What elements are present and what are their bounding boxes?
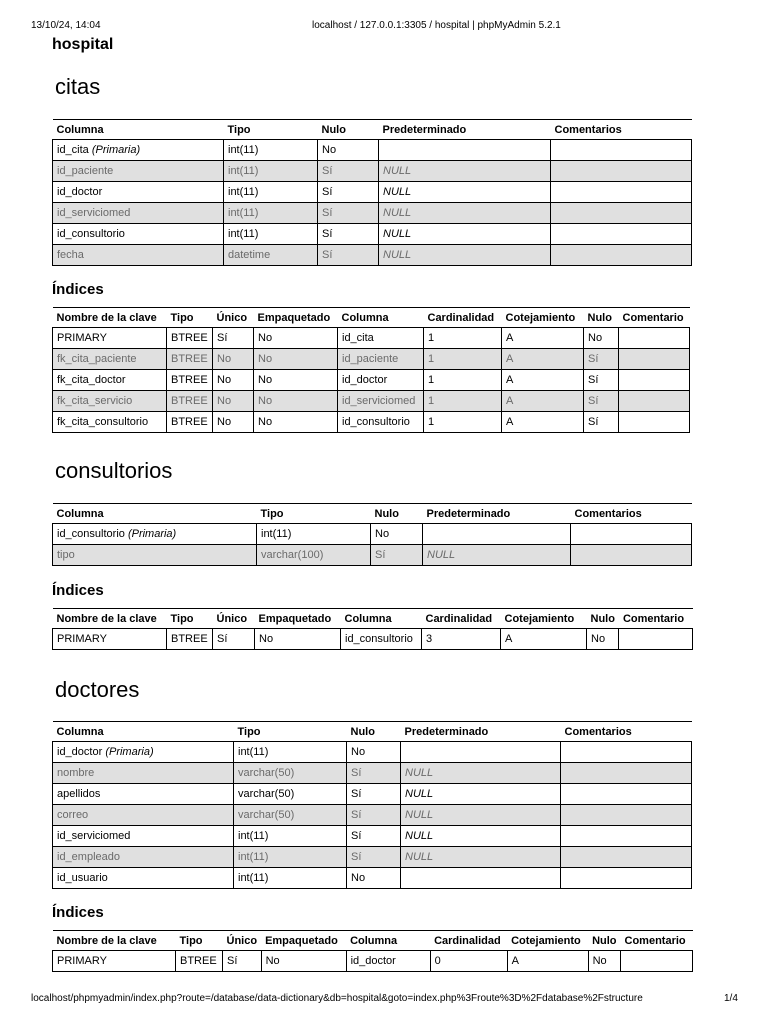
- index-column: id_consultorio: [338, 412, 424, 433]
- indices-heading: Índices: [52, 582, 104, 599]
- table-section-title: citas: [55, 74, 101, 99]
- index-comment: [619, 412, 690, 433]
- index-comment: [619, 629, 693, 650]
- column-type: varchar(100): [257, 545, 371, 566]
- index-collation: A: [507, 951, 588, 972]
- column-default: NULL: [401, 826, 561, 847]
- index-column: id_doctor: [346, 951, 430, 972]
- index-header: Columna: [341, 609, 422, 629]
- table-row: [53, 412, 690, 433]
- column-type: int(11): [257, 524, 371, 545]
- index-type: BTREE: [167, 349, 213, 370]
- column-comment: [561, 784, 692, 805]
- table-section-title: consultorios: [55, 458, 173, 483]
- indexes-table: [52, 930, 693, 972]
- index-unique: Sí: [213, 629, 255, 650]
- index-null: Sí: [584, 370, 619, 391]
- index-packed: No: [254, 391, 338, 412]
- table-row: [53, 868, 692, 889]
- index-unique: Sí: [223, 951, 262, 972]
- column-default: NULL: [379, 224, 551, 245]
- index-header: Columna: [346, 931, 430, 951]
- column-comment: [561, 826, 692, 847]
- print-datetime: 13/10/24, 14:04: [31, 20, 101, 31]
- index-column: id_cita: [338, 328, 424, 349]
- column-name: id_paciente: [57, 165, 114, 177]
- column-header: Comentarios: [551, 120, 692, 140]
- table-row: [53, 140, 692, 161]
- index-comment: [621, 951, 693, 972]
- column-default: NULL: [379, 161, 551, 182]
- column-comment: [571, 524, 692, 545]
- column-type: varchar(50): [234, 784, 347, 805]
- table-row: [53, 951, 693, 972]
- column-name-cell: [53, 161, 224, 182]
- index-header: Comentario: [621, 931, 693, 951]
- table-row: [53, 370, 690, 391]
- column-name: id_cita: [57, 144, 89, 156]
- column-name-cell: [53, 805, 234, 826]
- column-header: Nulo: [371, 504, 423, 524]
- table-row: [53, 805, 692, 826]
- table-row: [53, 349, 690, 370]
- table-row: [53, 742, 692, 763]
- column-null: No: [318, 140, 379, 161]
- column-name-cell: [53, 182, 224, 203]
- index-column: id_paciente: [338, 349, 424, 370]
- index-comment: [619, 391, 690, 412]
- index-header: Nombre de la clave: [53, 931, 176, 951]
- index-collation: A: [502, 349, 584, 370]
- table-row: [53, 224, 692, 245]
- index-null: Sí: [584, 412, 619, 433]
- index-header: Tipo: [167, 609, 213, 629]
- column-name-cell: [53, 245, 224, 266]
- column-default: [401, 868, 561, 889]
- index-header: Empaquetado: [254, 308, 338, 328]
- column-type: int(11): [234, 868, 347, 889]
- print-page-number: 1/4: [724, 993, 738, 1004]
- table-row: [53, 763, 692, 784]
- index-key-name: fk_cita_consultorio: [53, 412, 167, 433]
- column-null: Sí: [318, 161, 379, 182]
- column-header: Tipo: [224, 120, 318, 140]
- index-key-name: fk_cita_paciente: [53, 349, 167, 370]
- index-packed: No: [254, 349, 338, 370]
- index-comment: [619, 349, 690, 370]
- column-name: id_doctor: [57, 186, 103, 198]
- column-type: varchar(50): [234, 763, 347, 784]
- index-cardinality: 1: [424, 349, 502, 370]
- column-header: Columna: [53, 722, 234, 742]
- column-type: int(11): [234, 826, 347, 847]
- column-null: Sí: [347, 763, 401, 784]
- column-default: [379, 140, 551, 161]
- column-null: Sí: [318, 245, 379, 266]
- column-comment: [551, 203, 692, 224]
- index-header: Empaquetado: [255, 609, 341, 629]
- table-section-title: doctores: [55, 677, 140, 702]
- column-name-cell: [53, 545, 257, 566]
- index-key-name: fk_cita_servicio: [53, 391, 167, 412]
- column-default: NULL: [423, 545, 571, 566]
- columns-table: [52, 503, 692, 566]
- index-column: id_serviciomed: [338, 391, 424, 412]
- column-name: id_empleado: [57, 851, 120, 863]
- columns-table: [52, 119, 692, 266]
- column-comment: [551, 182, 692, 203]
- columns-table: [52, 721, 692, 889]
- index-type: BTREE: [176, 951, 223, 972]
- column-null: Sí: [347, 805, 401, 826]
- index-type: BTREE: [167, 412, 213, 433]
- index-column: id_consultorio: [341, 629, 422, 650]
- index-header: Cotejamiento: [502, 308, 584, 328]
- column-name: apellidos: [57, 788, 101, 800]
- column-name-cell: [53, 847, 234, 868]
- column-comment: [561, 847, 692, 868]
- index-header: Columna: [338, 308, 424, 328]
- column-comment: [571, 545, 692, 566]
- index-header: Tipo: [167, 308, 213, 328]
- column-type: int(11): [234, 742, 347, 763]
- column-name-cell: [53, 224, 224, 245]
- column-type: int(11): [224, 182, 318, 203]
- column-name: fecha: [57, 249, 84, 261]
- column-header: Nulo: [347, 722, 401, 742]
- index-type: BTREE: [167, 328, 213, 349]
- database-title: hospital: [52, 36, 114, 53]
- column-type: datetime: [224, 245, 318, 266]
- table-row: [53, 391, 690, 412]
- column-name: id_serviciomed: [57, 207, 131, 219]
- column-default: NULL: [401, 763, 561, 784]
- table-row: [53, 826, 692, 847]
- column-name-cell: [53, 868, 234, 889]
- index-comment: [619, 328, 690, 349]
- column-name: id_doctor: [57, 746, 103, 758]
- column-type: int(11): [224, 224, 318, 245]
- index-unique: No: [213, 370, 254, 391]
- index-unique: No: [213, 391, 254, 412]
- column-null: Sí: [371, 545, 423, 566]
- column-comment: [561, 763, 692, 784]
- index-key-name: fk_cita_doctor: [53, 370, 167, 391]
- index-header: Cotejamiento: [501, 609, 587, 629]
- index-cardinality: 1: [424, 412, 502, 433]
- column-null: Sí: [318, 203, 379, 224]
- index-unique: No: [213, 349, 254, 370]
- index-key-name: PRIMARY: [53, 951, 176, 972]
- table-row: [53, 203, 692, 224]
- column-comment: [561, 742, 692, 763]
- index-cardinality: 1: [424, 328, 502, 349]
- table-row: [53, 182, 692, 203]
- index-packed: No: [261, 951, 346, 972]
- index-header: Comentario: [619, 308, 690, 328]
- table-row: [53, 328, 690, 349]
- index-unique: Sí: [213, 328, 254, 349]
- column-default: NULL: [401, 847, 561, 868]
- index-collation: A: [502, 328, 584, 349]
- table-row: [53, 245, 692, 266]
- indexes-table: [52, 608, 693, 650]
- column-header: Comentarios: [571, 504, 692, 524]
- column-comment: [561, 868, 692, 889]
- index-header: Cardinalidad: [422, 609, 501, 629]
- column-header: Tipo: [234, 722, 347, 742]
- index-packed: No: [254, 370, 338, 391]
- index-collation: A: [502, 391, 584, 412]
- column-null: No: [347, 742, 401, 763]
- index-header: Cardinalidad: [424, 308, 502, 328]
- column-type: int(11): [224, 161, 318, 182]
- column-name: id_serviciomed: [57, 830, 131, 842]
- column-comment: [551, 161, 692, 182]
- table-row: [53, 161, 692, 182]
- table-row: [53, 545, 692, 566]
- index-collation: A: [502, 370, 584, 391]
- column-type: int(11): [224, 203, 318, 224]
- print-footer-url: localhost/phpmyadmin/index.php?route=/database/data-dictionary&db=hospital&goto=index.php%3Froute%3D%2Fdatabase%2Fstructure: [31, 993, 643, 1004]
- indices-heading: Índices: [52, 904, 104, 921]
- index-header: Nulo: [584, 308, 619, 328]
- print-page-title: localhost / 127.0.0.1:3305 / hospital | phpMyAdmin 5.2.1: [312, 20, 561, 31]
- index-null: Sí: [584, 349, 619, 370]
- column-header: Columna: [53, 504, 257, 524]
- index-type: BTREE: [167, 370, 213, 391]
- index-cardinality: 3: [422, 629, 501, 650]
- index-header: Cotejamiento: [507, 931, 588, 951]
- column-header: Comentarios: [561, 722, 692, 742]
- primary-key-label: (Primaria): [91, 144, 141, 156]
- indexes-table: [52, 307, 690, 433]
- index-header: Único: [213, 609, 255, 629]
- index-null: Sí: [584, 391, 619, 412]
- column-null: No: [347, 868, 401, 889]
- table-row: [53, 524, 692, 545]
- column-name: correo: [57, 809, 89, 821]
- index-header: Único: [213, 308, 254, 328]
- column-comment: [551, 224, 692, 245]
- column-name: nombre: [57, 767, 95, 779]
- index-key-name: PRIMARY: [53, 328, 167, 349]
- column-name-cell: [53, 763, 234, 784]
- column-default: NULL: [401, 784, 561, 805]
- column-name-cell: [53, 826, 234, 847]
- index-header: Empaquetado: [261, 931, 346, 951]
- column-header: Predeterminado: [423, 504, 571, 524]
- index-header: Nulo: [588, 931, 620, 951]
- column-null: Sí: [347, 847, 401, 868]
- index-cardinality: 1: [424, 370, 502, 391]
- index-key-name: PRIMARY: [53, 629, 167, 650]
- column-header: Columna: [53, 120, 224, 140]
- column-name: tipo: [57, 549, 75, 561]
- column-name-cell: [53, 140, 224, 161]
- index-header: Tipo: [176, 931, 223, 951]
- index-header: Único: [223, 931, 262, 951]
- column-header: Predeterminado: [401, 722, 561, 742]
- column-default: NULL: [401, 805, 561, 826]
- table-row: [53, 784, 692, 805]
- index-comment: [619, 370, 690, 391]
- index-header: Nombre de la clave: [53, 609, 167, 629]
- column-null: Sí: [347, 784, 401, 805]
- index-header: Cardinalidad: [430, 931, 507, 951]
- column-header: Nulo: [318, 120, 379, 140]
- index-type: BTREE: [167, 629, 213, 650]
- index-column: id_doctor: [338, 370, 424, 391]
- column-header: Tipo: [257, 504, 371, 524]
- index-header: Comentario: [619, 609, 693, 629]
- column-comment: [551, 245, 692, 266]
- index-packed: No: [254, 412, 338, 433]
- index-cardinality: 0: [430, 951, 507, 972]
- index-unique: No: [213, 412, 254, 433]
- index-null: No: [587, 629, 619, 650]
- column-name-cell: [53, 742, 234, 763]
- index-header: Nombre de la clave: [53, 308, 167, 328]
- column-default: [401, 742, 561, 763]
- column-name: id_consultorio: [57, 528, 125, 540]
- index-header: Nulo: [587, 609, 619, 629]
- primary-key-label: (Primaria): [127, 528, 177, 540]
- column-name-cell: [53, 524, 257, 545]
- column-comment: [551, 140, 692, 161]
- column-type: int(11): [224, 140, 318, 161]
- index-collation: A: [502, 412, 584, 433]
- indices-heading: Índices: [52, 281, 104, 298]
- column-default: NULL: [379, 245, 551, 266]
- index-cardinality: 1: [424, 391, 502, 412]
- index-collation: A: [501, 629, 587, 650]
- column-default: [423, 524, 571, 545]
- column-type: int(11): [234, 847, 347, 868]
- column-null: Sí: [318, 182, 379, 203]
- column-comment: [561, 805, 692, 826]
- column-default: NULL: [379, 182, 551, 203]
- column-default: NULL: [379, 203, 551, 224]
- column-null: Sí: [347, 826, 401, 847]
- column-header: Predeterminado: [379, 120, 551, 140]
- index-null: No: [588, 951, 620, 972]
- column-type: varchar(50): [234, 805, 347, 826]
- column-null: Sí: [318, 224, 379, 245]
- index-type: BTREE: [167, 391, 213, 412]
- table-row: [53, 847, 692, 868]
- column-name: id_consultorio: [57, 228, 125, 240]
- column-name: id_usuario: [57, 872, 108, 884]
- column-null: No: [371, 524, 423, 545]
- index-null: No: [584, 328, 619, 349]
- index-packed: No: [255, 629, 341, 650]
- primary-key-label: (Primaria): [105, 746, 154, 758]
- column-name-cell: [53, 784, 234, 805]
- column-name-cell: [53, 203, 224, 224]
- index-packed: No: [254, 328, 338, 349]
- table-row: [53, 629, 693, 650]
